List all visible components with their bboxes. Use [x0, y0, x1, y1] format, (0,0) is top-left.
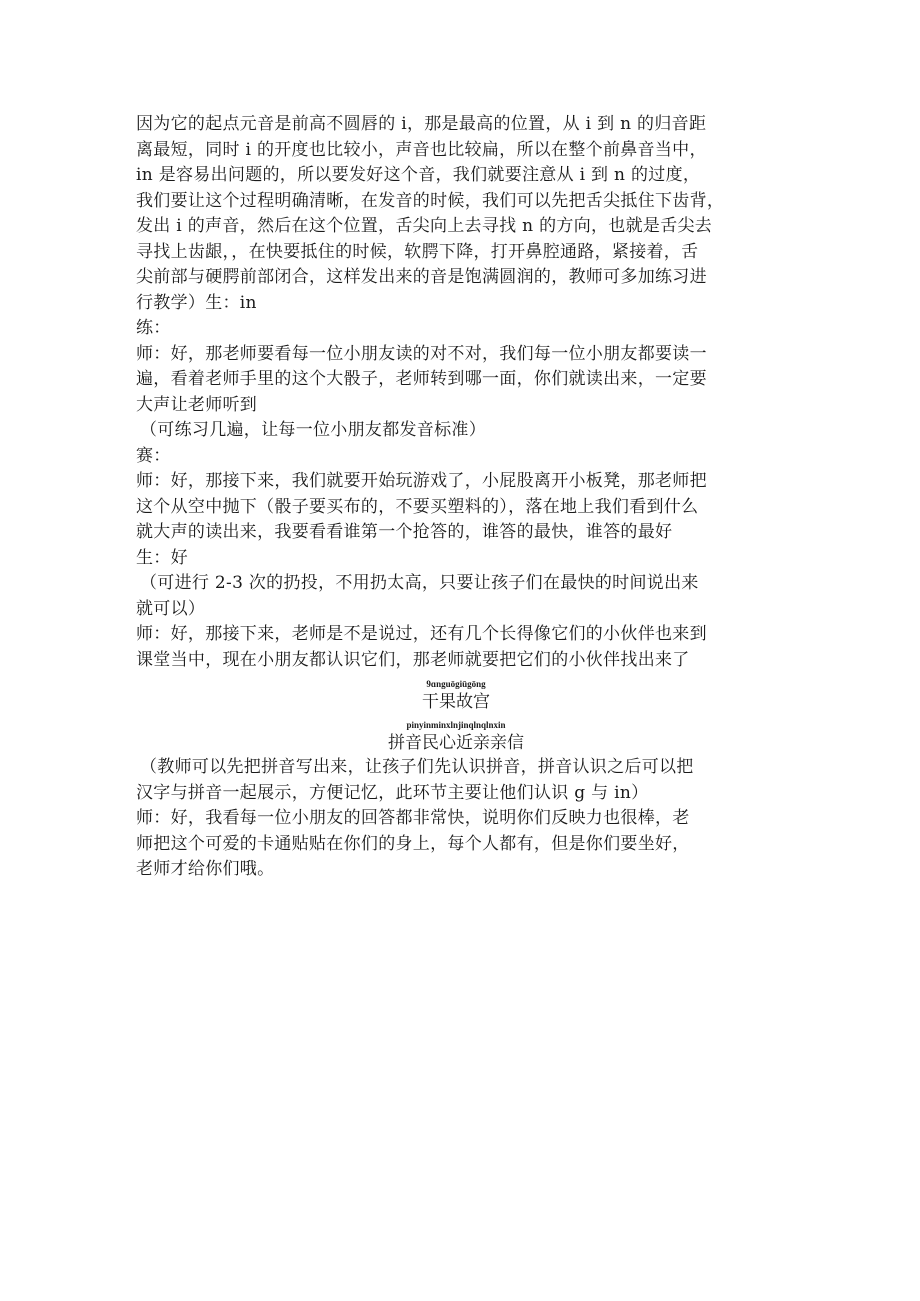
note-line: （可进行 2-3 次的扔投，不用扔太高，只要让孩子们在最快的时间说出来 [140, 573, 699, 593]
paragraph-line: 离最短，同时 i 的开度也比较小，声音也比较扁，所以在整个前鼻音当中， [136, 139, 707, 160]
paragraph-line: 我们要让这个过程明确清晰，在发音的时候，我们可以先把舌尖抵住下齿背， [136, 190, 725, 211]
word-list: 干果故宫 [422, 692, 490, 712]
word-group [136, 678, 776, 714]
paragraph-line: 尖前部与硬腭前部闭合，这样发出来的音是饱满圆润的，教师可多加练习进 [136, 267, 707, 287]
paragraph-line: 因为它的起点元音是前高不圆唇的 i，那是最高的位置，从 i 到 n 的归音距 [136, 114, 707, 134]
paragraph-line: 师：好，我看每一位小朋友的回答都非常快，说明你们反映力也很棒，老 [136, 808, 690, 828]
paragraph-line: 这个从空中抛下（骰子要买布的，不要买塑料的），落在地上我们看到什么 [136, 496, 699, 517]
pinyin-annotation: pinyinminxlnjinqlnqlnxin [406, 720, 506, 730]
pinyin-annotation: 9ɑnguōgiūgōng [426, 679, 486, 689]
paragraph-line: 发出 i 的声音，然后在这个位置，舌尖向上去寻找 n 的方向，也就是舌尖去 [136, 216, 713, 236]
note-line: 汉字与拼音一起展示，方便记忆，此环节主要让他们认识 g 与 in） [136, 782, 649, 803]
section-label-practice: 练： [136, 318, 171, 338]
note-line: 就可以） [136, 598, 206, 619]
paragraph-line: 师：好，那老师要看每一位小朋友读的对不对，我们每一位小朋友都要读一 [136, 343, 707, 364]
paragraph-line: 生：好 [136, 547, 188, 568]
paragraph-line: 遍，看着老师手里的这个大骰子，老师转到哪一面，你们就读出来，一定要 [136, 369, 707, 389]
paragraph-line: 老师才给你们哦。 [136, 859, 275, 879]
paragraph-line: 大声让老师听到 [136, 394, 258, 415]
paragraph-line: 师：好，那接下来，我们就要开始玩游戏了，小屁股离开小板凳，那老师把 [136, 471, 707, 491]
paragraph-line: 行教学）生：in [136, 292, 257, 313]
paragraph-line: 课堂当中，现在小朋友都认识它们，那老师就要把它们的小伙伴找出来了 [136, 649, 690, 670]
paragraph-line: 师把这个可爱的卡通贴贴在你们的身上，每个人都有，但是你们要坐好， [136, 833, 690, 854]
note-line: （可练习几遍，让每一位小朋友都发音标准） [140, 420, 486, 440]
paragraph-line: 师：好，那接下来，老师是不是说过，还有几个长得像它们的小伙伴也来到 [136, 624, 707, 644]
document-body [136, 112, 796, 883]
note-line: （教师可以先把拼音写出来，让孩子们先认识拼音，拼音认识之后可以把 [140, 757, 694, 777]
paragraph-line: in 是容易出问题的，所以要发好这个音，我们就要注意从 i 到 n 的过度， [136, 165, 701, 185]
word-list: 拼音民心近亲亲信 [388, 733, 524, 753]
paragraph-line: 寻找上齿龈，，在快要抵住的时候，软腭下降，打开鼻腔通路，紧接着，舌 [136, 241, 699, 262]
paragraph-line: 就大声的读出来，我要看看谁第一个抢答的，谁答的最快，谁答的最好 [136, 522, 673, 542]
word-group [136, 719, 776, 755]
section-label-contest: 赛： [136, 445, 171, 466]
